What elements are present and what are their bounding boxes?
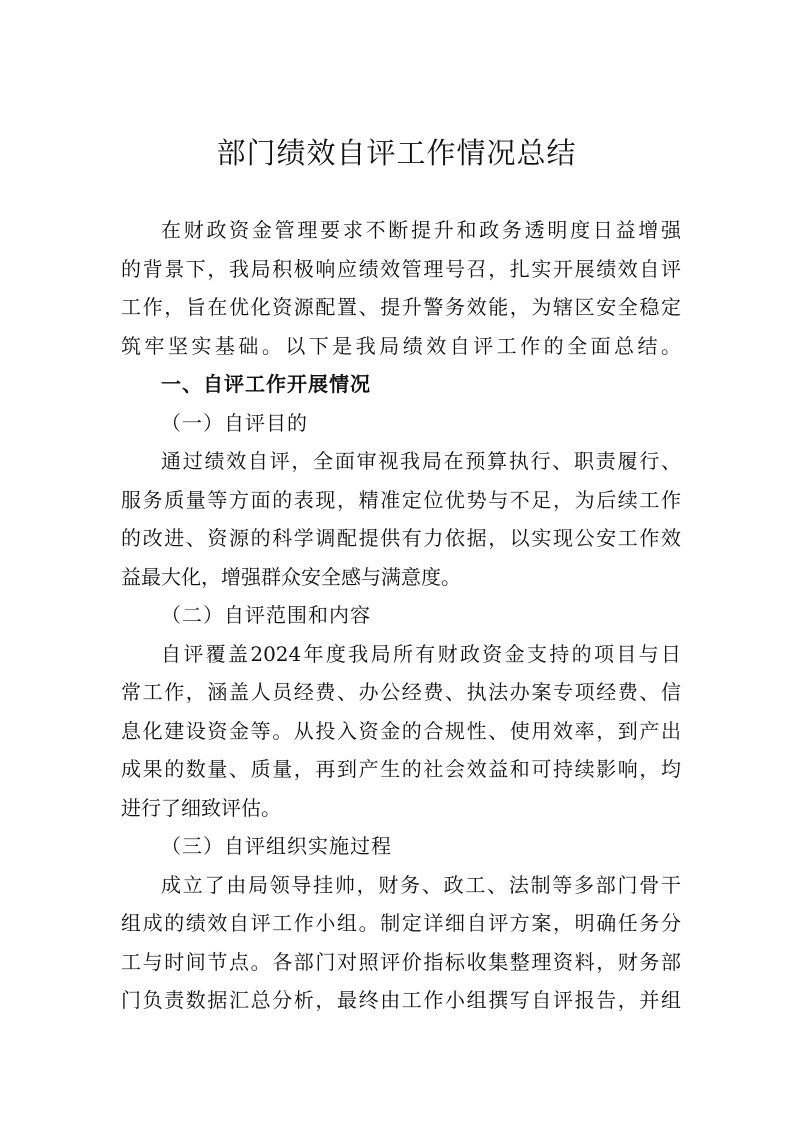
- paragraph-line: 门负责数据汇总分析，最终由工作小组撰写自评报告，并组: [121, 988, 681, 1012]
- paragraph-line: 息化建设资金等。从投入资金的合规性、使用效率，到产出: [121, 718, 681, 743]
- paragraph-line: 通过绩效自评，全面审视我局在预算执行、职责履行、: [161, 449, 681, 473]
- subsection-heading: （二）自评范围和内容: [161, 603, 371, 627]
- paragraph-line: 成立了由局领导挂帅，财务、政工、法制等多部门骨干: [161, 872, 681, 897]
- subsection-heading: （三）自评组织实施过程: [161, 834, 392, 858]
- paragraph-line: 成果的数量、质量，再到产生的社会效益和可持续影响，均: [121, 757, 681, 781]
- paragraph-line: 工与时间节点。各部门对照评价指标收集整理资料，财务部: [121, 949, 681, 974]
- document-body: [121, 211, 681, 1020]
- paragraph-line: 组成的绩效自评工作小组。制定详细自评方案，明确任务分: [121, 911, 681, 935]
- paragraph-line: 筑牢坚实基础。以下是我局绩效自评工作的全面总结。: [121, 333, 681, 358]
- paragraph-line: 服务质量等方面的表现，精准定位优势与不足，为后续工作: [121, 487, 681, 512]
- paragraph-line: 在财政资金管理要求不断提升和政务透明度日益增强: [161, 218, 681, 242]
- subsection-heading: （一）自评目的: [161, 410, 308, 435]
- paragraph-line: 常工作，涵盖人员经费、办公经费、执法办案专项经费、信: [121, 680, 681, 704]
- paragraph-line: 的改进、资源的科学调配提供有力依据，以实现公安工作效: [121, 526, 681, 550]
- section-heading: 一、自评工作开展情况: [161, 372, 371, 396]
- paragraph-line: 的背景下，我局积极响应绩效管理号召，扎实开展绩效自评: [121, 256, 681, 281]
- document-title: 部门绩效自评工作情况总结: [216, 136, 577, 170]
- paragraph-line: 工作，旨在优化资源配置、提升警务效能，为辖区安全稳定: [121, 295, 681, 319]
- paragraph-line: 进行了细致评估。: [121, 795, 281, 820]
- paragraph-line: 益最大化，增强群众安全感与满意度。: [121, 564, 461, 589]
- paragraph-line: 自评覆盖2024年度我局所有财政资金支持的项目与日: [161, 641, 681, 666]
